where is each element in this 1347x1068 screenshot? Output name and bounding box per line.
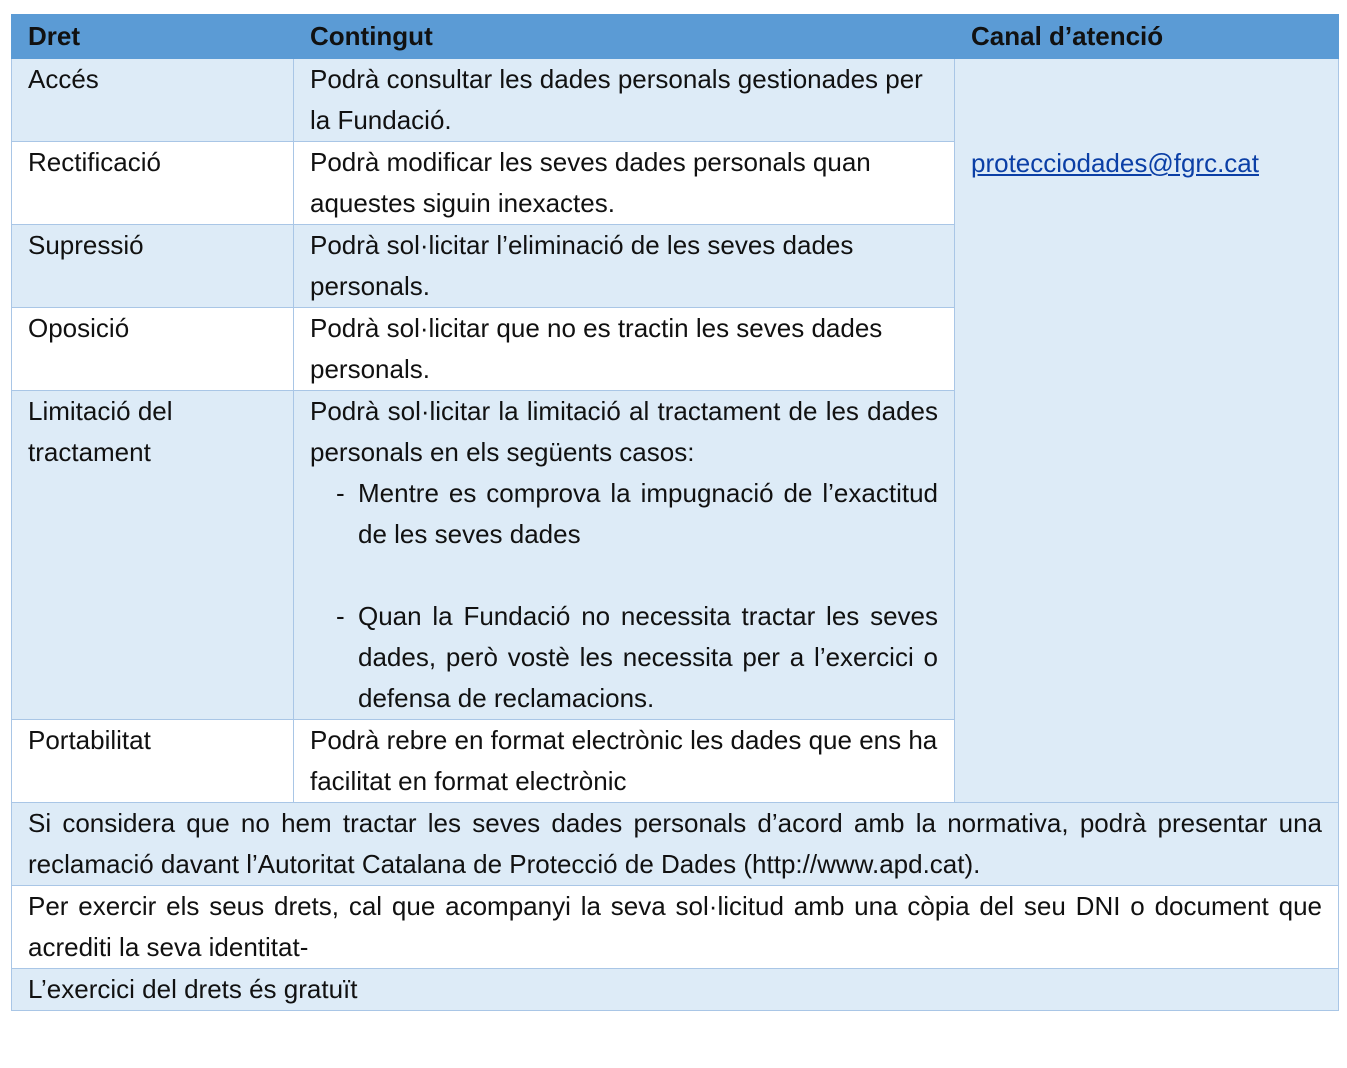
note-gratuit-row [12, 969, 1339, 1011]
contingut-limitacio [294, 391, 955, 720]
dret-portabilitat: Portabilitat [12, 720, 294, 803]
dret-acces: Accés [12, 59, 294, 142]
contingut-rectificacio: Podrà modificar les seves dades personals quan aquestes siguin inexactes. [294, 142, 955, 225]
limitacio-cases-list [310, 473, 938, 719]
table-row [12, 59, 1339, 142]
header-canal: Canal d’atenció [955, 15, 1339, 59]
contingut-supressio: Podrà sol·licitar l’eliminació de les seves dades personals. [294, 225, 955, 308]
email-link[interactable]: protecciodades@fgrc.cat [971, 148, 1259, 178]
rights-table [11, 14, 1339, 1011]
note-reclamacio-row [12, 803, 1339, 886]
list-item: - Quan la Fundació no necessita tractar les seves dades, però vostè les necessita per a l’exercici o defensa de reclamacions. [342, 596, 938, 719]
contingut-acces: Podrà consultar les dades personals gestionades per la Fundació. [294, 59, 955, 142]
header-contingut: Contingut [294, 15, 955, 59]
contingut-portabilitat: Podrà rebre en format electrònic les dades que ens ha facilitat en format electrònic [294, 720, 955, 803]
dret-limitacio: Limitació del tractament [12, 391, 294, 720]
dret-supressio: Supressió [12, 225, 294, 308]
header-dret: Dret [12, 15, 294, 59]
contingut-oposicio: Podrà sol·licitar que no es tractin les seves dades personals. [294, 308, 955, 391]
contingut-limitacio-text: Podrà sol·licitar la limitació al tractament de les dades personals en els següents casos: [310, 396, 938, 467]
list-item: - Mentre es comprova la impugnació de l’exactitud de les seves dades [342, 473, 938, 555]
table-header-row [12, 15, 1339, 59]
note-exercir: Per exercir els seus drets, cal que acompanyi la seva sol·licitud amb una còpia del seu DNI o document que acrediti la seva identitat- [12, 886, 1339, 969]
channel-cell [955, 59, 1339, 803]
dret-rectificacio: Rectificació [12, 142, 294, 225]
note-exercir-row [12, 886, 1339, 969]
dret-oposicio: Oposició [12, 308, 294, 391]
note-gratuit: L’exercici del drets és gratuït [12, 969, 1339, 1011]
note-reclamacio: Si considera que no hem tractar les seves dades personals d’acord amb la normativa, podrà presentar una reclamació davant l’Autoritat Catalana de Protecció de Dades (http://www.apd.cat). [12, 803, 1339, 886]
